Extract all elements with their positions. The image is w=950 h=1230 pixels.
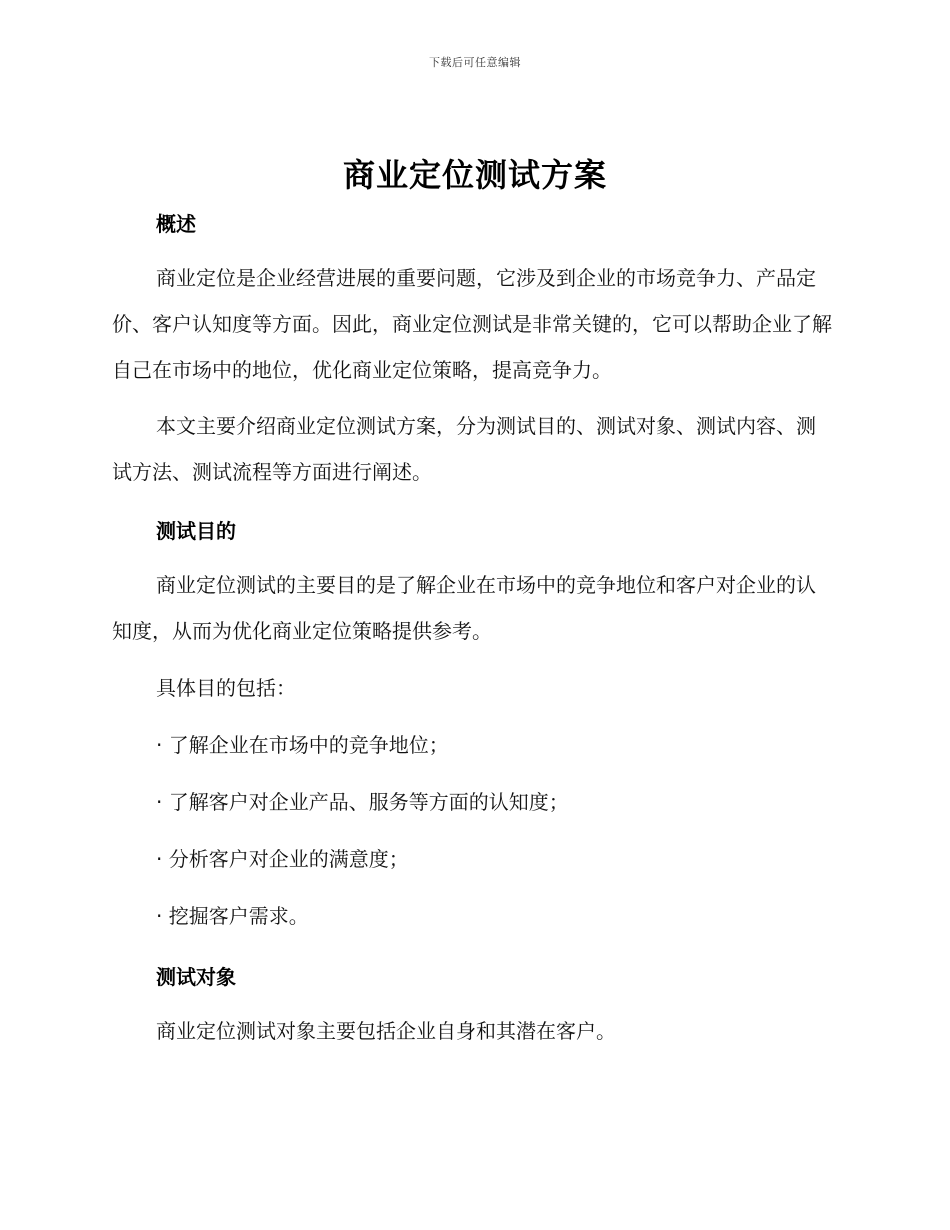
purpose-paragraph-1: 商业定位测试的主要目的是了解企业在市场中的竞争地位和客户对企业的认知度，从而为优化商业定位策略提供参考。: [112, 573, 816, 643]
section-heading-object: 测试对象: [156, 965, 236, 989]
section-heading-purpose: 测试目的: [156, 519, 236, 543]
purpose-list-item: · 了解客户对企业产品、服务等方面的认知度；: [156, 790, 569, 814]
object-paragraph-1: 商业定位测试对象主要包括企业自身和其潜在客户。: [156, 1019, 616, 1043]
header-note: 下载后可任意编辑: [429, 56, 521, 69]
document-title: 商业定位测试方案: [342, 156, 607, 194]
overview-paragraph-1: 商业定位是企业经营进展的重要问题，它涉及到企业的市场竞争力、产品定价、客户认知度等方面。因此，商业定位测试是非常关键的，它可以帮助企业了解自己在市场中的地位，优化商业定位策略，提高竞争力。: [112, 266, 832, 382]
purpose-list-item: · 分析客户对企业的满意度；: [156, 847, 409, 871]
purpose-list-item: · 挖掘客户需求。: [156, 904, 309, 928]
purpose-list-item: · 了解企业在市场中的竞争地位；: [156, 733, 449, 757]
section-heading-overview: 概述: [156, 212, 196, 236]
overview-paragraph-2: 本文主要介绍商业定位测试方案，分为测试目的、测试对象、测试内容、测试方法、测试流程等方面进行阐述。: [112, 414, 816, 484]
purpose-paragraph-2: 具体目的包括：: [156, 676, 296, 700]
